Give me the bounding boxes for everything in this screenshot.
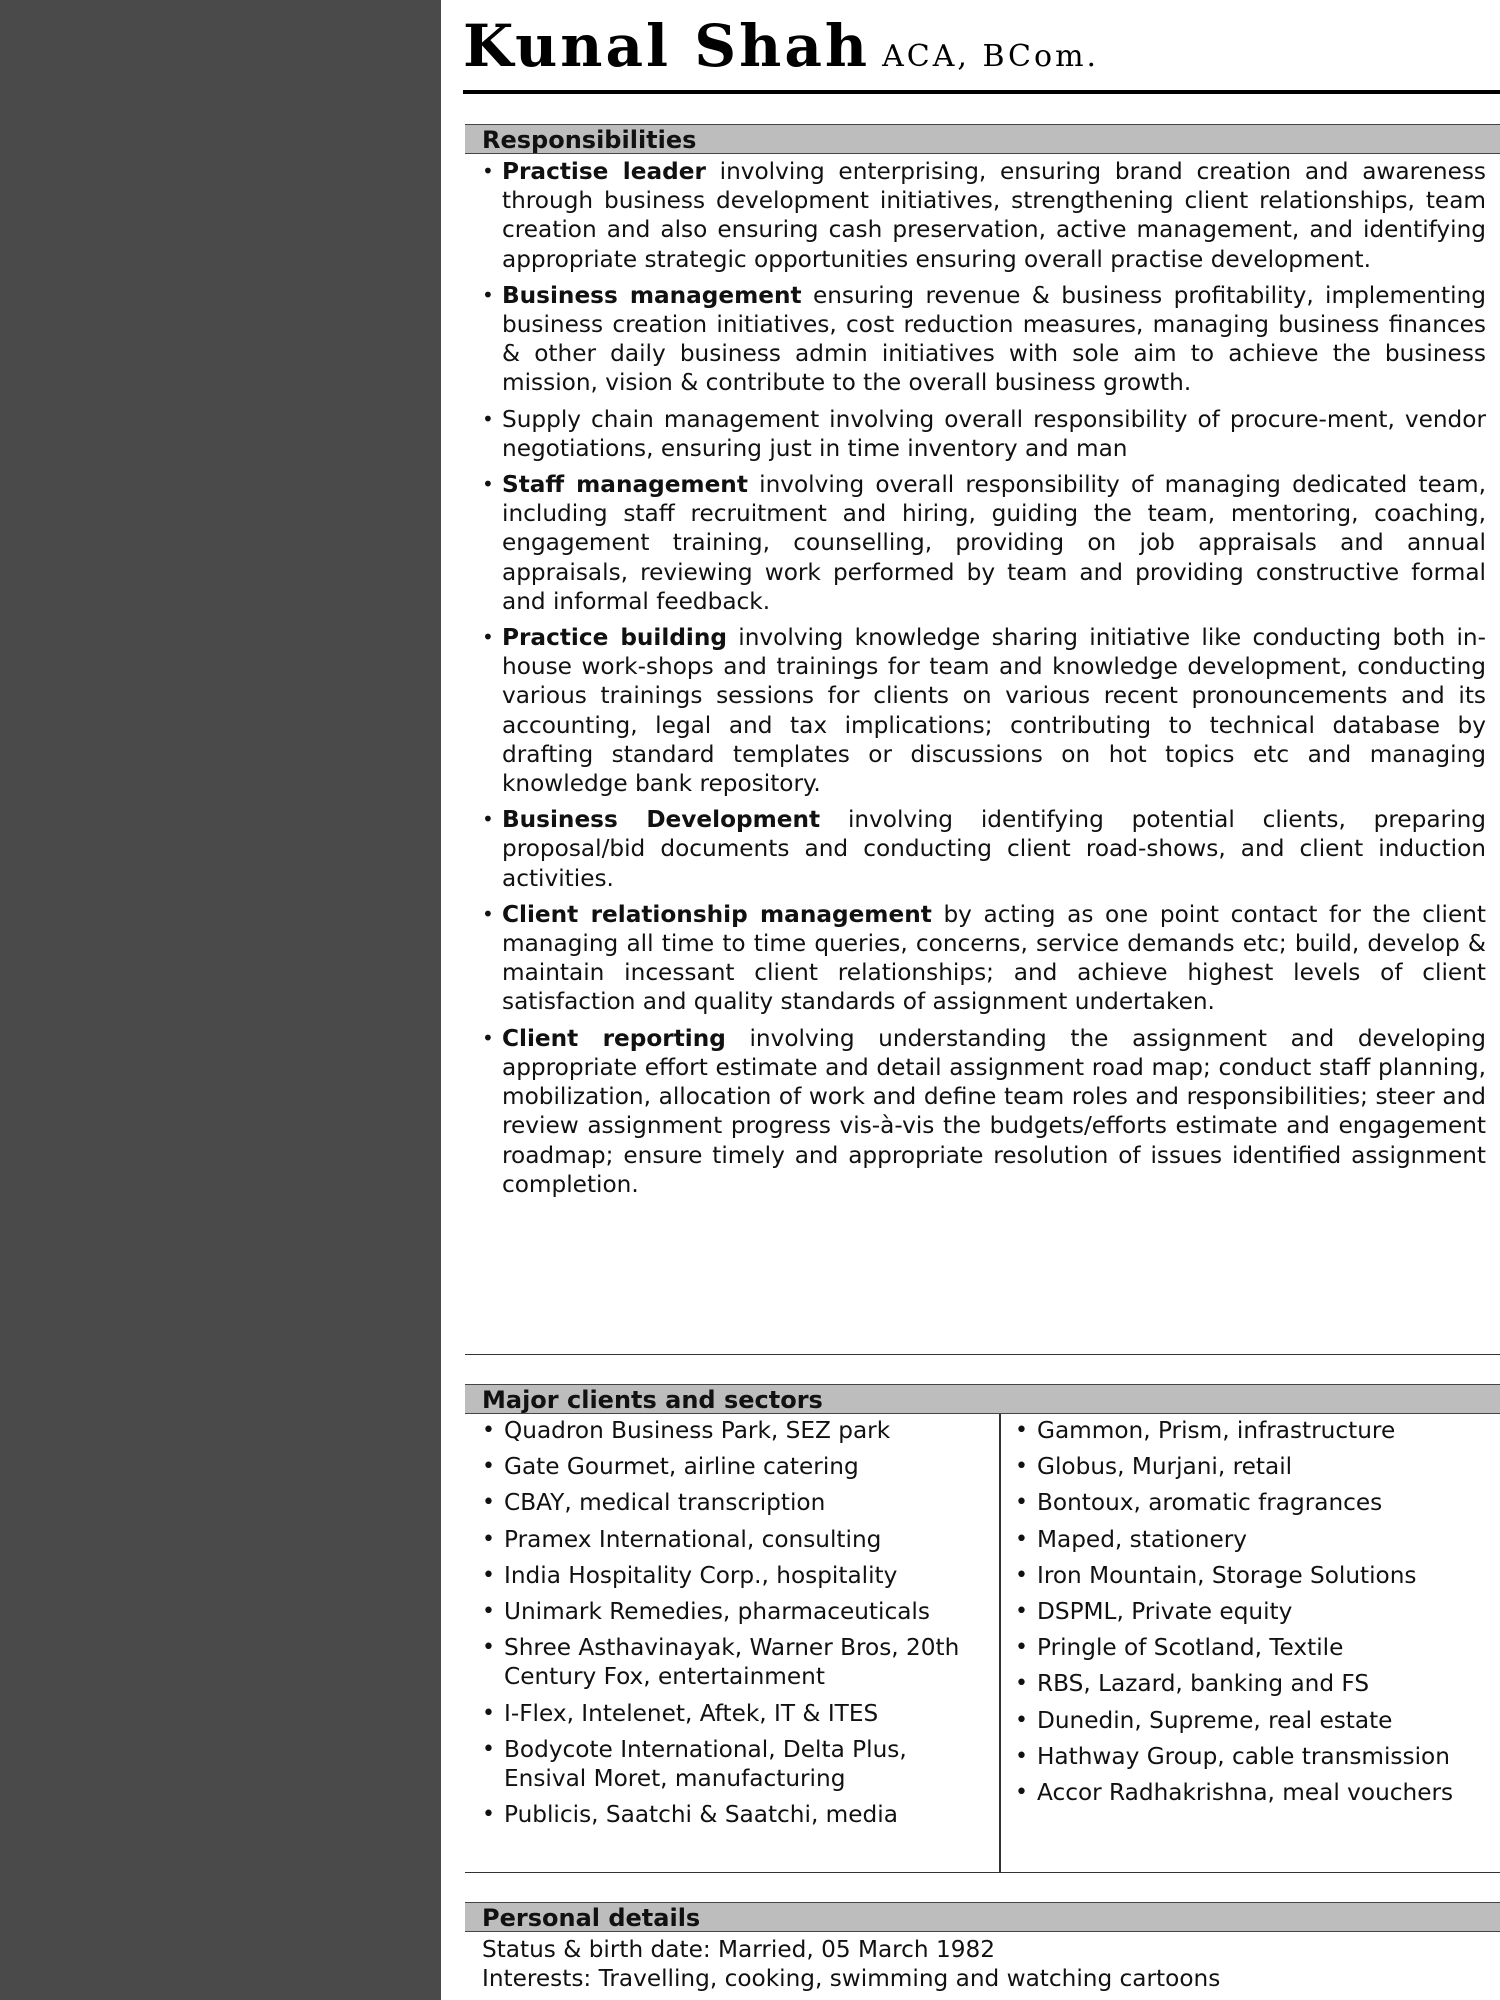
responsibility-item	[482, 805, 1486, 893]
clients-columns	[465, 1414, 1500, 1872]
client-item: • Bontoux, aromatic fragrances	[1015, 1488, 1500, 1517]
client-item: • Pringle of Scotland, Textile	[1015, 1633, 1500, 1662]
responsibility-lead: Practice building	[502, 624, 727, 652]
responsibility-lead: Staff management	[502, 471, 748, 499]
column-divider	[999, 1414, 1001, 1872]
candidate-name: Kunal Shah	[463, 12, 871, 80]
section-heading: Responsibilities	[465, 124, 1500, 154]
interests-line: Interests: Travelling, cooking, swimming and watching cartoons	[482, 1965, 1221, 1993]
clients-list-right	[1015, 1416, 1500, 1814]
section-heading: Personal details	[465, 1902, 1500, 1932]
responsibility-item	[482, 470, 1486, 616]
clients-list-left	[482, 1416, 982, 1836]
responsibility-item	[482, 281, 1486, 398]
client-item: • Hathway Group, cable transmission	[1015, 1742, 1500, 1771]
responsibility-text: by acting as one point contact for the client managing all time to time queries, concerns, service demands etc; build, develop & maintain incessant client relationships; and achieve highest levels of client satisfaction and quality standards of assignment undertaken.	[502, 900, 1486, 1016]
client-item: • RBS, Lazard, banking and FS	[1015, 1669, 1500, 1698]
responsibility-item	[482, 1024, 1486, 1199]
client-item: • Gate Gourmet, airline catering	[482, 1452, 982, 1481]
client-item: • Dunedin, Supreme, real estate	[1015, 1706, 1500, 1735]
client-item: • India Hospitality Corp., hospitality	[482, 1561, 982, 1590]
status-line: Status & birth date: Married, 05 March 1982	[482, 1936, 996, 1963]
responsibility-text: involving knowledge sharing initiative like conducting both in-house work-shops and trainings for team and knowledge development, conducting various trainings sessions for clients on various recent pronouncements and its accounting, legal and tax implications; contributing to technical database by drafting standard templates or discussions on hot topics etc and managing knowledge bank repository.	[502, 624, 1486, 798]
left-margin-panel	[0, 0, 441, 2000]
client-item: • Accor Radhakrishna, meal vouchers	[1015, 1778, 1500, 1807]
client-item: • Globus, Murjani, retail	[1015, 1452, 1500, 1481]
responsibility-lead: Business management	[502, 281, 802, 309]
section-heading: Major clients and sectors	[465, 1384, 1500, 1414]
clients-section	[465, 1384, 1500, 1873]
responsibility-text: involving overall responsibility of managing dedicated team, including staff recruitment and hiring, guiding the team, mentoring, coaching, engagement training, counselling, providing on job appraisals and annual appraisals, reviewing work performed by team and providing constructive formal and informal feedback.	[502, 471, 1486, 615]
client-item: • Bodycote International, Delta Plus, Ensival Moret, manufacturing	[482, 1735, 982, 1793]
responsibility-text: Supply chain management involving overall responsibility of procure-ment, vendor negotiations, ensuring just in time inventory and man	[502, 405, 1486, 462]
responsibility-text: involving identifying potential clients, preparing proposal/bid documents and conducting client road-shows, and client induction activities.	[502, 806, 1486, 892]
responsibility-item	[482, 900, 1486, 1017]
responsibility-text: involving enterprising, ensuring brand creation and awareness through business development initiatives, strengthening client relationships, team creation and also ensuring cash preservation, active management, and identifying appropriate strategic opportunities ensuring overall practise development.	[502, 158, 1486, 273]
resume-page	[441, 0, 1500, 2000]
resume-header	[463, 12, 1099, 80]
client-item: • Pramex International, consulting	[482, 1525, 982, 1554]
client-item: • Iron Mountain, Storage Solutions	[1015, 1561, 1500, 1590]
responsibility-item	[482, 157, 1486, 274]
header-divider	[463, 90, 1500, 94]
responsibility-item	[482, 623, 1486, 798]
client-item: • Gammon, Prism, infrastructure	[1015, 1416, 1500, 1445]
responsibility-lead: Business Development	[502, 806, 821, 834]
client-item: • Maped, stationery	[1015, 1525, 1500, 1554]
client-item: • Unimark Remedies, pharmaceuticals	[482, 1597, 982, 1626]
responsibility-item	[482, 405, 1486, 463]
responsibility-lead: Client reporting	[502, 1024, 726, 1052]
responsibility-lead: Practise leader	[502, 158, 706, 185]
personal-lines	[482, 1935, 1500, 1993]
responsibility-text: involving understanding the assignment and developing appropriate effort estimate and detail assignment road map; conduct staff planning, mobilization, allocation of work and define team roles and responsibilities; steer and review assignment progress vis-à-vis the budgets/efforts estimate and engagement roadmap; ensure timely and appropriate resolution of issues identified assignment completion.	[502, 1024, 1487, 1198]
responsibilities-list	[482, 157, 1486, 1206]
personal-section	[465, 1902, 1500, 2000]
candidate-credentials: ACA, BCom.	[882, 39, 1100, 74]
client-item: • I-Flex, Intelenet, Aftek, IT & ITES	[482, 1699, 982, 1728]
client-item: • Shree Asthavinayak, Warner Bros, 20th Century Fox, entertainment	[482, 1633, 982, 1691]
client-item: • CBAY, medical transcription	[482, 1488, 982, 1517]
client-item: • Publicis, Saatchi & Saatchi, media	[482, 1800, 982, 1829]
responsibility-lead: Client relationship management	[502, 900, 932, 928]
client-item: • Quadron Business Park, SEZ park	[482, 1416, 982, 1445]
responsibilities-section	[465, 124, 1500, 1355]
responsibility-text: ensuring revenue & business profitability, implementing business creation initiatives, cost reduction measures, managing business finances & other daily business admin initiatives with sole aim to achieve the business mission, vision & contribute to the overall business growth.	[502, 281, 1487, 397]
client-item: • DSPML, Private equity	[1015, 1597, 1500, 1626]
